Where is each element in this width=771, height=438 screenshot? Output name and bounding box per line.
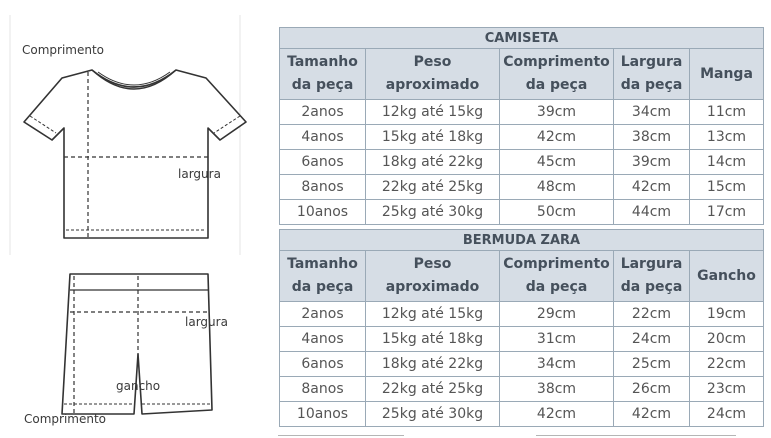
- shirt-weight-cell: 25kg até 30kg: [366, 200, 500, 225]
- shirt-size-cell: 6anos: [280, 150, 366, 175]
- table-row: [280, 302, 764, 327]
- shorts-gancho-cell: 22cm: [690, 352, 764, 377]
- shirt-sleeve-cell: 11cm: [690, 100, 764, 125]
- shorts-weight-cell: 18kg até 22kg: [366, 352, 500, 377]
- table-row: [280, 125, 764, 150]
- shirt-header-length: Comprimento da peça: [500, 49, 614, 100]
- shorts-header-width: Largura da peça: [614, 251, 690, 302]
- shorts-gancho-label: gancho: [116, 379, 161, 393]
- shorts-length-cell: 31cm: [500, 327, 614, 352]
- tshirt-drawing: [24, 70, 246, 238]
- shorts-header-gancho: Gancho: [690, 251, 764, 302]
- shorts-size-cell: 2anos: [280, 302, 366, 327]
- shirt-header-width: Largura da peça: [614, 49, 690, 100]
- shorts-size-cell: 6anos: [280, 352, 366, 377]
- shorts-length-cell: 34cm: [500, 352, 614, 377]
- shirt-weight-cell: 12kg até 15kg: [366, 100, 500, 125]
- divider-line: [278, 435, 404, 436]
- shirt-header-size: Tamanho da peça: [280, 49, 366, 100]
- shirt-size-cell: 10anos: [280, 200, 366, 225]
- shorts-header-length: Comprimento da peça: [500, 251, 614, 302]
- shorts-size-cell: 4anos: [280, 327, 366, 352]
- shorts-size-cell: 10anos: [280, 402, 366, 427]
- shorts-gancho-cell: 24cm: [690, 402, 764, 427]
- shirt-width-cell: 39cm: [614, 150, 690, 175]
- table-row: [280, 100, 764, 125]
- shorts-width-cell: 22cm: [614, 302, 690, 327]
- shorts-header-weight: Peso aproximado: [366, 251, 500, 302]
- shirt-width-cell: 34cm: [614, 100, 690, 125]
- shirt-sleeve-cell: 13cm: [690, 125, 764, 150]
- shorts-width-cell: 42cm: [614, 402, 690, 427]
- shirt-width-label: largura: [178, 167, 221, 181]
- shorts-gancho-cell: 19cm: [690, 302, 764, 327]
- shirt-header-sleeve: Manga: [690, 49, 764, 100]
- shirt-length-label: Comprimento: [22, 43, 105, 57]
- shorts-length-cell: 29cm: [500, 302, 614, 327]
- shirt-length-cell: 42cm: [500, 125, 614, 150]
- garment-illustrations: [0, 0, 271, 438]
- shorts-weight-cell: 22kg até 25kg: [366, 377, 500, 402]
- shirt-weight-cell: 18kg até 22kg: [366, 150, 500, 175]
- table-row: [280, 175, 764, 200]
- shirt-length-cell: 45cm: [500, 150, 614, 175]
- shirt-size-cell: 2anos: [280, 100, 366, 125]
- table-row: [280, 327, 764, 352]
- shorts-width-cell: 25cm: [614, 352, 690, 377]
- shorts-width-cell: 26cm: [614, 377, 690, 402]
- table-row: [280, 352, 764, 377]
- shirt-width-cell: 38cm: [614, 125, 690, 150]
- shorts-weight-cell: 15kg até 18kg: [366, 327, 500, 352]
- shorts-header-size: Tamanho da peça: [280, 251, 366, 302]
- table-row: [280, 150, 764, 175]
- shorts-size-table: [279, 229, 764, 427]
- shirt-length-cell: 39cm: [500, 100, 614, 125]
- shirt-table-title: CAMISETA: [280, 28, 764, 49]
- shorts-size-cell: 8anos: [280, 377, 366, 402]
- shorts-width-label: largura: [185, 315, 228, 329]
- garment-drawing: [0, 0, 271, 438]
- divider-line: [536, 435, 736, 436]
- shirt-weight-cell: 15kg até 18kg: [366, 125, 500, 150]
- table-row: [280, 377, 764, 402]
- table-row: [280, 200, 764, 225]
- shirt-size-table: [279, 27, 764, 225]
- shorts-weight-cell: 12kg até 15kg: [366, 302, 500, 327]
- shirt-length-cell: 48cm: [500, 175, 614, 200]
- shorts-gancho-cell: 20cm: [690, 327, 764, 352]
- table-row: [280, 402, 764, 427]
- shorts-length-cell: 38cm: [500, 377, 614, 402]
- shirt-sleeve-cell: 17cm: [690, 200, 764, 225]
- shirt-sleeve-cell: 14cm: [690, 150, 764, 175]
- shorts-weight-cell: 25kg até 30kg: [366, 402, 500, 427]
- shirt-width-cell: 44cm: [614, 200, 690, 225]
- shorts-drawing: [62, 274, 212, 414]
- shirt-size-cell: 4anos: [280, 125, 366, 150]
- shirt-width-cell: 42cm: [614, 175, 690, 200]
- shirt-weight-cell: 22kg até 25kg: [366, 175, 500, 200]
- shorts-length-cell: 42cm: [500, 402, 614, 427]
- shorts-table-title: BERMUDA ZARA: [280, 230, 764, 251]
- shorts-length-label: Comprimento: [24, 412, 107, 426]
- shorts-width-cell: 24cm: [614, 327, 690, 352]
- shirt-length-cell: 50cm: [500, 200, 614, 225]
- shirt-header-weight: Peso aproximado: [366, 49, 500, 100]
- shirt-size-cell: 8anos: [280, 175, 366, 200]
- shorts-gancho-cell: 23cm: [690, 377, 764, 402]
- shirt-sleeve-cell: 15cm: [690, 175, 764, 200]
